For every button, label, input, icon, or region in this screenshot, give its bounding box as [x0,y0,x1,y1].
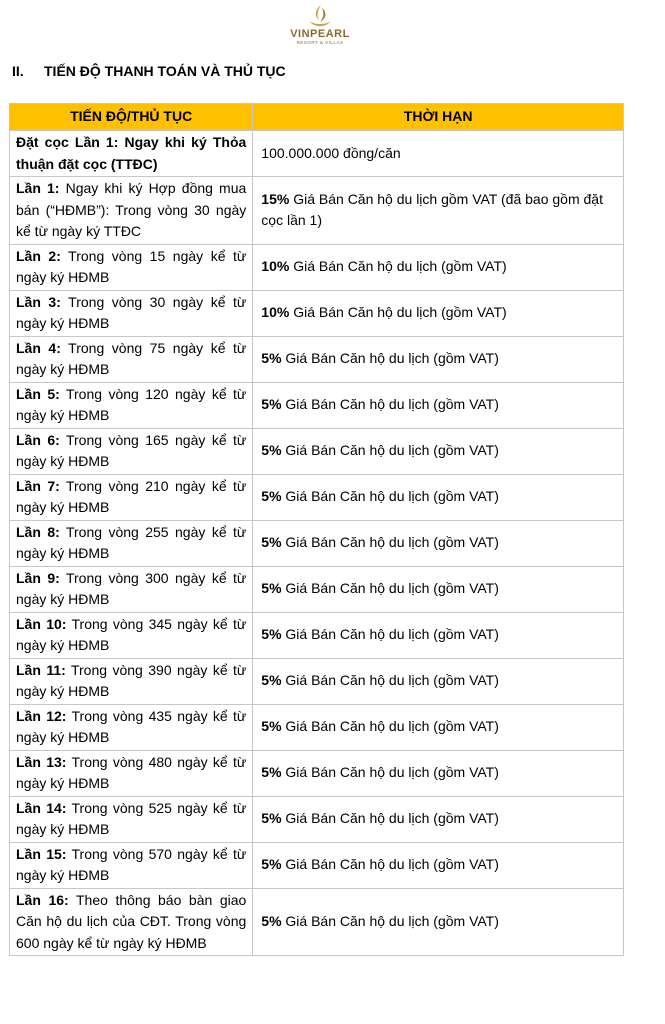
payment-description: Giá Bán Căn hộ du lịch (gồm VAT) [281,856,499,873]
table-row [10,428,624,474]
installment-label: Lần 1: [16,180,60,196]
installment-label: Lần 15: [16,845,67,862]
installment-label: Lần 7: [16,477,60,494]
deadline-cell [253,566,624,612]
deadline-cell [253,244,624,290]
deadline-cell [253,474,624,520]
payment-schedule-table [9,103,624,956]
installment-detail: Trong vòng 120 ngày kể từ ngày ký HĐMB [16,385,247,423]
progress-cell [10,336,253,382]
deadline-cell [253,704,624,750]
installment-label: Lần 13: [16,753,67,770]
table-row [10,520,624,566]
payment-percent: 5% [261,810,282,827]
installment-detail: Trong vòng 390 ngày kể từ ngày ký HĐMB [16,661,247,699]
installment-detail: Trong vòng 75 ngày kể từ ngày ký HĐMB [16,339,247,377]
payment-description: Giá Bán Căn hộ du lịch (gồm VAT) [281,764,499,781]
installment-detail: Trong vòng 345 ngày kể từ ngày ký HĐMB [16,615,247,653]
progress-cell [10,290,253,336]
table-row [10,290,624,336]
installment-detail: Trong vòng 435 ngày kể từ ngày ký HĐMB [16,707,247,745]
installment-detail: Trong vòng 480 ngày kể từ ngày ký HĐMB [16,753,247,791]
payment-percent: 5% [261,626,282,643]
vinpearl-logo-icon [305,4,335,30]
progress-cell [10,428,253,474]
table-row [10,336,624,382]
deadline-cell [253,290,624,336]
progress-cell [10,704,253,750]
payment-percent: 10% [261,258,290,275]
deadline-cell [253,888,624,956]
table-row [10,244,624,290]
vinpearl-logo [280,4,360,52]
installment-detail: Trong vòng 300 ngày kể từ ngày ký HĐMB [16,569,247,607]
payment-percent: 5% [261,396,282,413]
progress-cell [10,177,253,245]
deadline-cell [253,612,624,658]
progress-cell [10,474,253,520]
header-progress: TIẾN ĐỘ/THỦ TỤC [10,104,253,131]
payment-description: Giá Bán Căn hộ du lịch (gồm VAT) [281,396,499,413]
installment-detail: Theo thông báo bàn giao Căn hộ du lịch của CĐT. Trong vòng 600 ngày kể từ ngày ký HĐMB [16,891,247,951]
progress-cell [10,612,253,658]
installment-label: Lần 11: [16,661,66,678]
deadline-cell [253,336,624,382]
installment-label: Lần 8: [16,523,60,540]
progress-cell [10,382,253,428]
table-row [10,177,624,245]
deadline-cell [253,750,624,796]
payment-percent: 5% [261,913,282,929]
payment-description: Giá Bán Căn hộ du lịch (gồm VAT) [281,580,499,597]
payment-percent: 5% [261,580,282,597]
installment-label: Lần 4: [16,339,61,356]
progress-cell [10,888,253,956]
table-row [10,888,624,956]
deadline-cell [253,428,624,474]
installment-label: Đặt cọc Lần 1: Ngay khi ký Thỏa thuận đặt cọc (TTĐC) [16,134,247,172]
payment-percent: 5% [261,764,282,781]
installment-label: Lần 12: [16,707,67,724]
table-row [10,612,624,658]
payment-percent: 5% [261,534,282,551]
installment-detail: Trong vòng 570 ngày kể từ ngày ký HĐMB [16,845,247,883]
table-row [10,704,624,750]
table-row [10,750,624,796]
table-row [10,382,624,428]
logo-brand-text: VINPEARL [290,28,350,40]
payment-description: Giá Bán Căn hộ du lịch (gồm VAT) [289,304,507,321]
payment-description: Giá Bán Căn hộ du lịch (gồm VAT) [281,672,499,689]
progress-cell [10,131,253,177]
installment-detail: Ngay khi ký Hợp đồng mua bán (“HĐMB”): Trong vòng 30 ngày kể từ ngày ký TTĐC [16,180,247,239]
payment-percent: 5% [261,718,282,735]
payment-description: Giá Bán Căn hộ du lịch gồm VAT (đã bao gồm đặt cọc lần 1) [261,190,603,229]
installment-label: Lần 14: [16,799,67,816]
progress-cell [10,658,253,704]
section-title-text: TIẾN ĐỘ THANH TOÁN VÀ THỦ TỤC [44,63,286,79]
payment-percent: 5% [261,442,282,459]
installment-label: Lần 9: [16,569,60,586]
installment-detail: Trong vòng 30 ngày kể từ ngày ký HĐMB [16,293,247,331]
payment-percent: 5% [261,856,282,873]
deadline-cell [253,520,624,566]
payment-description: Giá Bán Căn hộ du lịch (gồm VAT) [281,718,499,735]
installment-label: Lần 3: [16,293,61,310]
deadline-cell [253,177,624,245]
payment-description: Giá Bán Căn hộ du lịch (gồm VAT) [281,626,499,643]
deadline-cell [253,382,624,428]
section-number: II. [12,63,24,79]
progress-cell [10,750,253,796]
deadline-cell [253,658,624,704]
table-row [10,474,624,520]
installment-detail: Trong vòng 15 ngày kể từ ngày ký HĐMB [16,247,247,285]
payment-description: Giá Bán Căn hộ du lịch (gồm VAT) [281,810,499,827]
payment-description: Giá Bán Căn hộ du lịch (gồm VAT) [281,350,499,367]
progress-cell [10,796,253,842]
payment-description: Giá Bán Căn hộ du lịch (gồm VAT) [281,913,499,929]
installment-label: Lần 6: [16,431,60,448]
payment-percent: 5% [261,672,282,689]
header-deadline: THỜI HẠN [253,104,624,131]
payment-percent: 10% [261,304,290,321]
payment-percent: 5% [261,350,282,367]
table-row [10,842,624,888]
installment-label: Lần 10: [16,615,67,632]
progress-cell [10,520,253,566]
deadline-cell [253,842,624,888]
installment-detail: Trong vòng 210 ngày kể từ ngày ký HĐMB [16,477,247,515]
progress-cell [10,842,253,888]
payment-description: Giá Bán Căn hộ du lịch (gồm VAT) [281,534,499,551]
installment-detail: Trong vòng 255 ngày kể từ ngày ký HĐMB [16,523,247,561]
payment-percent: 15% [261,190,290,207]
table-row [10,658,624,704]
deadline-cell [253,131,624,177]
installment-label: Lần 16: [16,891,69,908]
installment-label: Lần 5: [16,385,60,402]
progress-cell [10,244,253,290]
installment-detail: Trong vòng 165 ngày kể từ ngày ký HĐMB [16,431,247,469]
installment-label: Lần 2: [16,247,61,264]
logo-sub-text: RESORT & VILLAS [296,40,344,45]
table-header-row [10,104,624,131]
progress-cell [10,566,253,612]
section-title [12,63,286,79]
table-row [10,566,624,612]
payment-percent: 5% [261,488,282,505]
table-row [10,796,624,842]
table-row [10,131,624,177]
payment-description: Giá Bán Căn hộ du lịch (gồm VAT) [289,258,507,275]
installment-detail: Trong vòng 525 ngày kể từ ngày ký HĐMB [16,799,247,837]
payment-description: 100.000.000 đồng/căn [261,144,401,161]
payment-description: Giá Bán Căn hộ du lịch (gồm VAT) [281,442,499,459]
payment-description: Giá Bán Căn hộ du lịch (gồm VAT) [281,488,499,505]
deadline-cell [253,796,624,842]
